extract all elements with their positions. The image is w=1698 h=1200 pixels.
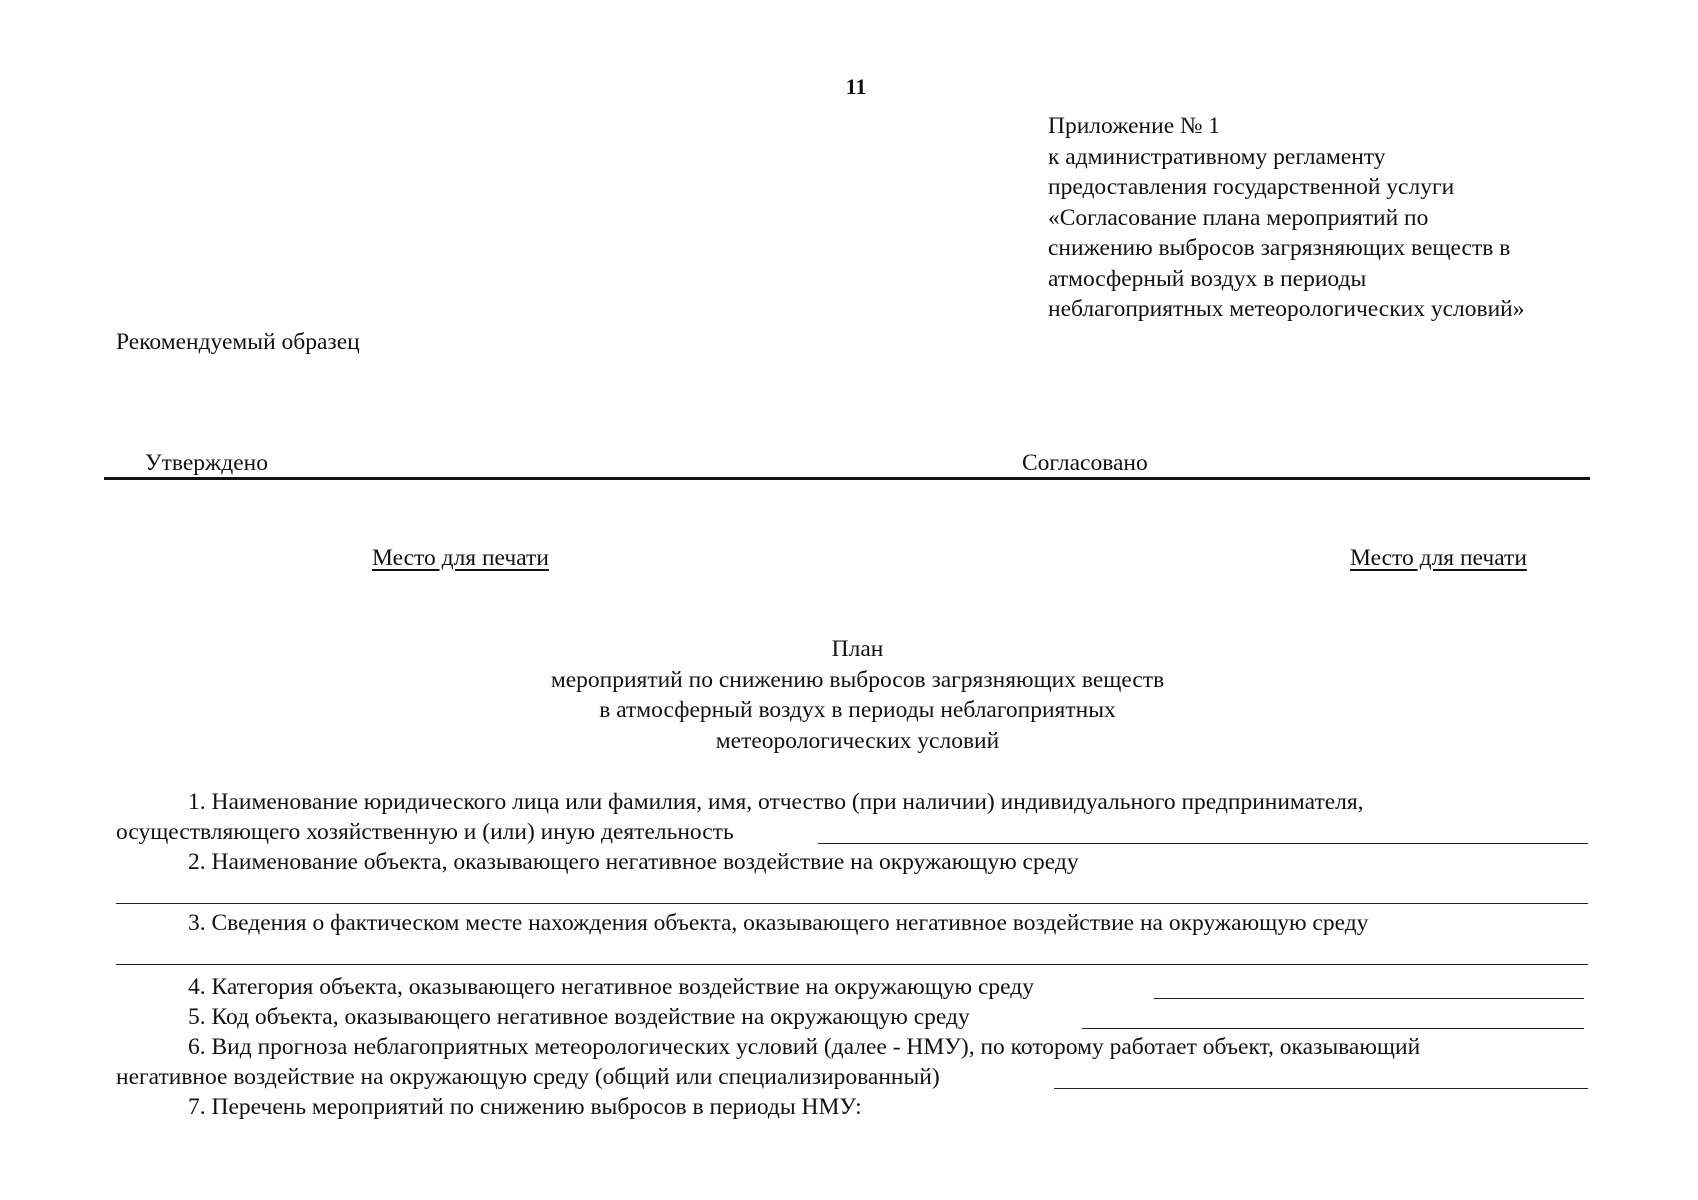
- item-4-text: 4. Категория объекта, оказывающего негативное воздействие на окружающую среду: [188, 974, 1034, 1000]
- plan-title-line: План: [831, 636, 884, 662]
- item-6-text-cont: негативное воздействие на окружающую среду (общий или специализированный): [116, 1064, 940, 1090]
- stamp-place-right: Место для печати: [1350, 545, 1527, 571]
- appendix-line: неблагоприятных метеорологических условий»: [1048, 296, 1525, 322]
- plan-title-line: в атмосферный воздух в периоды неблагоприятных: [599, 697, 1116, 723]
- approved-label: Утверждено: [145, 450, 268, 476]
- item-1-text: 1. Наименование юридического лица или фамилия, имя, отчество (при наличии) индивидуального предпринимателя,: [188, 789, 1364, 815]
- sample-label: Рекомендуемый образец: [116, 329, 360, 355]
- plan-title-line: метеорологических условий: [715, 727, 1000, 754]
- appendix-line: снижению выбросов загрязняющих веществ в: [1048, 235, 1511, 261]
- item-6-fill-line[interactable]: [1054, 1088, 1588, 1089]
- signature-divider: [104, 477, 1590, 480]
- appendix-line: предоставления государственной услуги: [1048, 174, 1455, 200]
- item-2-fill-line[interactable]: [116, 903, 1588, 904]
- item-1-text-cont: осуществляющего хозяйственную и (или) иную деятельность: [116, 819, 734, 845]
- item-6-text: 6. Вид прогноза неблагоприятных метеорологических условий (далее - НМУ), по которому работает объект, оказывающий: [188, 1034, 1421, 1060]
- item-5-text: 5. Код объекта, оказывающего негативное воздействие на окружающую среду: [188, 1004, 970, 1030]
- item-4-fill-line[interactable]: [1154, 998, 1584, 999]
- appendix-line: к административному регламенту: [1048, 143, 1386, 170]
- plan-title: [0, 634, 1698, 756]
- item-7-text: 7. Перечень мероприятий по снижению выбросов в периоды НМУ:: [188, 1094, 862, 1120]
- item-3-fill-line[interactable]: [116, 964, 1588, 965]
- stamp-place-left: Место для печати: [372, 545, 549, 571]
- item-3-text: 3. Сведения о фактическом месте нахождения объекта, оказывающего негативное воздействие на окружающую среду: [188, 910, 1369, 936]
- item-2-text: 2. Наименование объекта, оказывающего негативное воздействие на окружающую среду: [188, 849, 1079, 875]
- agreed-label: Согласовано: [1022, 450, 1148, 476]
- appendix-line: «Согласование плана мероприятий по: [1048, 204, 1429, 231]
- page-number: 11: [845, 74, 867, 99]
- appendix-line: Приложение № 1: [1048, 113, 1221, 139]
- item-1-fill-line[interactable]: [818, 843, 1588, 844]
- item-5-fill-line[interactable]: [1082, 1028, 1584, 1029]
- appendix-line: атмосферный воздух в периоды: [1048, 265, 1367, 292]
- appendix-header: [1048, 111, 1524, 325]
- plan-title-line: мероприятий по снижению выбросов загрязняющих веществ: [550, 666, 1165, 693]
